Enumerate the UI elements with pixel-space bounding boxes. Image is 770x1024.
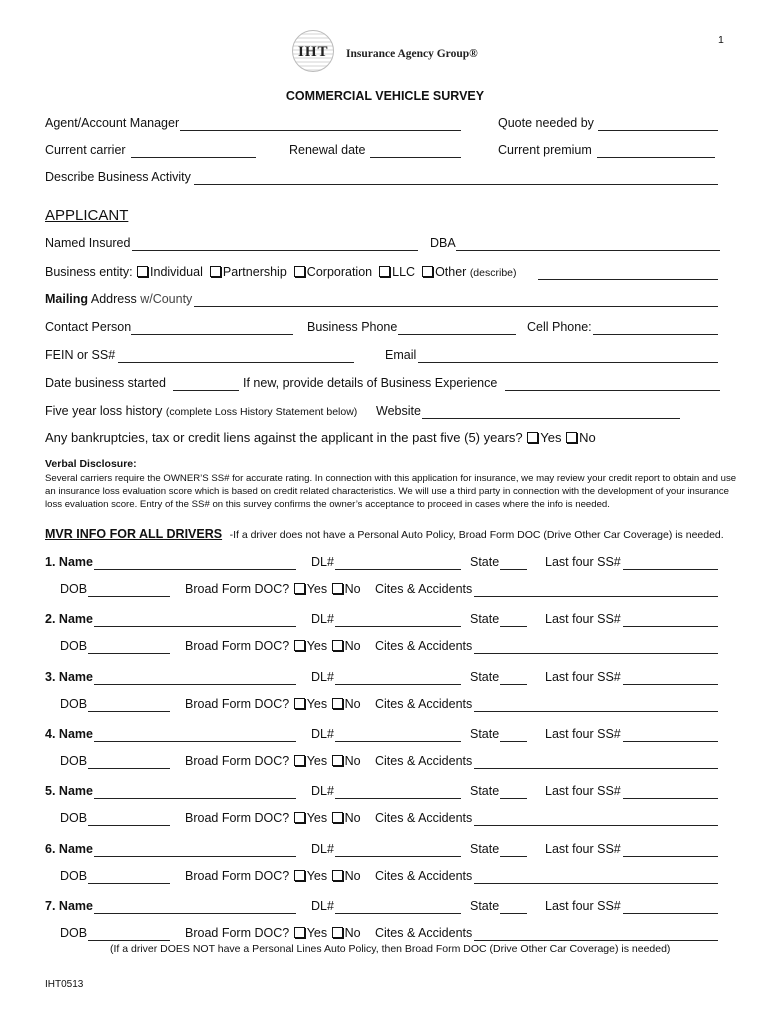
loss-history-note: (complete Loss History Statement below) <box>165 406 358 418</box>
other-checkbox[interactable] <box>422 266 433 277</box>
driver-dl-field[interactable] <box>335 741 461 742</box>
driver-state-label: State <box>470 670 500 684</box>
driver-dl-label: DL# <box>311 784 334 798</box>
driver-doc-no-checkbox[interactable] <box>332 812 343 823</box>
other-describe-note: (describe) <box>469 267 517 279</box>
mvr-heading-row <box>45 527 724 541</box>
driver-dob-label: DOB <box>60 639 88 653</box>
driver-doc-yes-checkbox[interactable] <box>294 583 305 594</box>
driver-doc-row <box>185 811 361 825</box>
driver-doc-yes-label: Yes <box>306 582 328 596</box>
driver-doc-label: Broad Form DOC? <box>185 926 290 940</box>
driver-dl-field[interactable] <box>335 913 461 914</box>
bankruptcy-yes-label: Yes <box>540 430 562 445</box>
driver-doc-no-label: No <box>344 869 361 883</box>
driver-dl-label: DL# <box>311 670 334 684</box>
driver-number-name-label: 4. Name <box>45 727 93 741</box>
driver-ss-field[interactable] <box>623 741 718 742</box>
driver-cites-label: Cites & Accidents <box>375 926 473 940</box>
driver-dl-label: DL# <box>311 727 334 741</box>
business-entity-row <box>45 265 523 279</box>
driver-dl-label: DL# <box>311 612 334 626</box>
renewal-field[interactable] <box>370 157 461 158</box>
driver-cites-field[interactable] <box>474 940 718 941</box>
driver-dob-label: DOB <box>60 582 88 596</box>
carrier-label: Current carrier <box>45 143 126 157</box>
other-describe-field[interactable] <box>538 279 718 280</box>
driver-doc-yes-checkbox[interactable] <box>294 640 305 651</box>
driver-doc-row <box>185 869 361 883</box>
mailing-address-word: Address <box>90 292 137 306</box>
driver-state-label: State <box>470 842 500 856</box>
driver-cites-field[interactable] <box>474 653 718 654</box>
driver-state-field[interactable] <box>500 856 527 857</box>
driver-doc-yes-label: Yes <box>306 869 328 883</box>
driver-number-name-label: 7. Name <box>45 899 93 913</box>
date-started-label: Date business started <box>45 376 166 390</box>
driver-dl-label: DL# <box>311 555 334 569</box>
other-option-label: Other <box>435 265 467 279</box>
driver-cites-label: Cites & Accidents <box>375 811 473 825</box>
agent-field[interactable] <box>180 130 461 131</box>
driver-state-field[interactable] <box>500 913 527 914</box>
driver-ss-label: Last four SS# <box>545 899 621 913</box>
mailing-address-label <box>45 292 192 306</box>
driver-cites-label: Cites & Accidents <box>375 639 473 653</box>
driver-cites-field[interactable] <box>474 711 718 712</box>
cell-phone-label: Cell Phone: <box>527 320 592 334</box>
driver-doc-no-checkbox[interactable] <box>332 755 343 766</box>
email-label: Email <box>385 348 417 362</box>
driver-dl-label: DL# <box>311 899 334 913</box>
disclosure-line-2: an insurance loss evaluation score which is based on credit related characteristics. We will use a third party in connection with the development of your insurance <box>45 486 729 497</box>
driver-state-field[interactable] <box>500 684 527 685</box>
corporation-checkbox[interactable] <box>294 266 305 277</box>
driver-dob-field[interactable] <box>88 768 170 769</box>
driver-state-field[interactable] <box>500 569 527 570</box>
driver-dl-field[interactable] <box>335 569 461 570</box>
applicant-heading: APPLICANT <box>45 207 129 224</box>
date-started-field[interactable] <box>173 390 239 391</box>
driver-number-name-label: 1. Name <box>45 555 93 569</box>
mvr-footer-note: (If a driver DOES NOT have a Personal Lines Auto Policy, then Broad Form DOC (Drive Other Car Coverage) is needed) <box>110 943 671 955</box>
driver-doc-no-label: No <box>344 811 361 825</box>
driver-doc-yes-label: Yes <box>306 811 328 825</box>
contact-person-field[interactable] <box>131 334 293 335</box>
driver-doc-no-checkbox[interactable] <box>332 640 343 651</box>
new-business-label: If new, provide details of Business Experience <box>243 376 498 390</box>
partnership-option-label: Partnership <box>222 265 287 279</box>
driver-doc-row <box>185 582 361 596</box>
loss-history-label <box>45 404 357 418</box>
individual-checkbox[interactable] <box>137 266 148 277</box>
driver-name-field[interactable] <box>94 741 296 742</box>
driver-doc-label: Broad Form DOC? <box>185 639 290 653</box>
named-insured-field[interactable] <box>132 250 418 251</box>
business-phone-label: Business Phone <box>307 320 398 334</box>
bankruptcy-no-label: No <box>579 430 596 445</box>
bankruptcy-row <box>45 430 596 445</box>
driver-cites-label: Cites & Accidents <box>375 754 473 768</box>
driver-doc-row <box>185 926 361 940</box>
driver-name-field[interactable] <box>94 684 296 685</box>
premium-field[interactable] <box>597 157 715 158</box>
driver-doc-label: Broad Form DOC? <box>185 697 290 711</box>
website-field[interactable] <box>422 418 680 419</box>
driver-state-field[interactable] <box>500 626 527 627</box>
driver-doc-no-checkbox[interactable] <box>332 927 343 938</box>
llc-option-label: LLC <box>392 265 416 279</box>
driver-state-label: State <box>470 784 500 798</box>
driver-name-field[interactable] <box>94 626 296 627</box>
driver-doc-yes-checkbox[interactable] <box>294 927 305 938</box>
driver-doc-yes-checkbox[interactable] <box>294 812 305 823</box>
driver-doc-label: Broad Form DOC? <box>185 582 290 596</box>
driver-doc-no-checkbox[interactable] <box>332 583 343 594</box>
driver-doc-no-label: No <box>344 639 361 653</box>
mvr-note: -If a driver does not have a Personal Auto Policy, Broad Form DOC (Drive Other Car Coverage) is needed. <box>229 529 724 541</box>
carrier-field[interactable] <box>131 157 256 158</box>
email-field[interactable] <box>418 362 718 363</box>
driver-dob-label: DOB <box>60 926 88 940</box>
driver-ss-field[interactable] <box>623 684 718 685</box>
driver-dl-label: DL# <box>311 842 334 856</box>
contact-person-label: Contact Person <box>45 320 132 334</box>
individual-option-label: Individual <box>150 265 203 279</box>
disclosure-line-1: Several carriers require the OWNER’S SS# for accurate rating. In connection with this application for insurance, we may review your credit report to obtain and use <box>45 473 737 484</box>
disclosure-line-3: loss evaluation score. Entry of the SS# on this survey confirms the owner’s acceptance to proceed in cases where the info is needed. <box>45 499 610 510</box>
driver-doc-yes-label: Yes <box>306 697 328 711</box>
fein-field[interactable] <box>118 362 354 363</box>
driver-dob-field[interactable] <box>88 653 170 654</box>
driver-doc-yes-label: Yes <box>306 926 328 940</box>
loss-history-text: Five year loss history <box>45 404 163 418</box>
driver-cites-label: Cites & Accidents <box>375 697 473 711</box>
driver-ss-label: Last four SS# <box>545 670 621 684</box>
driver-doc-label: Broad Form DOC? <box>185 754 290 768</box>
corporation-option-label: Corporation <box>306 265 373 279</box>
driver-state-label: State <box>470 899 500 913</box>
driver-number-name-label: 6. Name <box>45 842 93 856</box>
website-label: Website <box>376 404 421 418</box>
driver-dob-field[interactable] <box>88 940 170 941</box>
driver-dl-field[interactable] <box>335 684 461 685</box>
driver-doc-yes-checkbox[interactable] <box>294 870 305 881</box>
renewal-label: Renewal date <box>289 143 366 157</box>
driver-state-field[interactable] <box>500 741 527 742</box>
driver-ss-label: Last four SS# <box>545 555 621 569</box>
driver-doc-no-label: No <box>344 582 361 596</box>
driver-cites-field[interactable] <box>474 768 718 769</box>
driver-ss-field[interactable] <box>623 626 718 627</box>
quote-needed-field[interactable] <box>598 130 718 131</box>
driver-ss-label: Last four SS# <box>545 842 621 856</box>
driver-dl-field[interactable] <box>335 856 461 857</box>
driver-doc-yes-checkbox[interactable] <box>294 755 305 766</box>
driver-name-field[interactable] <box>94 569 296 570</box>
driver-doc-yes-label: Yes <box>306 754 328 768</box>
driver-doc-no-label: No <box>344 697 361 711</box>
premium-label: Current premium <box>498 143 592 157</box>
driver-doc-no-checkbox[interactable] <box>332 698 343 709</box>
driver-dl-field[interactable] <box>335 626 461 627</box>
fein-label: FEIN or SS# <box>45 348 116 362</box>
driver-ss-label: Last four SS# <box>545 784 621 798</box>
llc-checkbox[interactable] <box>379 266 390 277</box>
driver-state-field[interactable] <box>500 798 527 799</box>
driver-number-name-label: 3. Name <box>45 670 93 684</box>
driver-dob-field[interactable] <box>88 711 170 712</box>
dba-label: DBA <box>430 236 456 250</box>
driver-number-name-label: 5. Name <box>45 784 93 798</box>
driver-cites-field[interactable] <box>474 883 718 884</box>
driver-cites-label: Cites & Accidents <box>375 582 473 596</box>
mailing-address-field[interactable] <box>194 306 718 307</box>
driver-dob-field[interactable] <box>88 883 170 884</box>
mailing-bold: Mailing <box>45 292 89 306</box>
page-title: COMMERCIAL VEHICLE SURVEY <box>285 89 485 103</box>
driver-doc-label: Broad Form DOC? <box>185 811 290 825</box>
partnership-checkbox[interactable] <box>210 266 221 277</box>
driver-state-label: State <box>470 727 500 741</box>
driver-state-label: State <box>470 555 500 569</box>
driver-state-label: State <box>470 612 500 626</box>
bankruptcy-yes-checkbox[interactable] <box>527 432 538 443</box>
disclosure-heading: Verbal Disclosure: <box>45 458 137 470</box>
driver-number-name-label: 2. Name <box>45 612 93 626</box>
quote-needed-label: Quote needed by <box>498 116 594 130</box>
driver-dob-field[interactable] <box>88 825 170 826</box>
business-activity-field[interactable] <box>194 184 718 185</box>
driver-dob-label: DOB <box>60 697 88 711</box>
driver-doc-label: Broad Form DOC? <box>185 869 290 883</box>
driver-ss-field[interactable] <box>623 569 718 570</box>
cell-phone-field[interactable] <box>593 334 718 335</box>
driver-name-field[interactable] <box>94 856 296 857</box>
driver-cites-label: Cites & Accidents <box>375 869 473 883</box>
page-number: 1 <box>718 34 724 46</box>
driver-doc-yes-label: Yes <box>306 639 328 653</box>
mailing-county-suffix: w/County <box>140 292 193 306</box>
driver-ss-field[interactable] <box>623 856 718 857</box>
driver-doc-no-checkbox[interactable] <box>332 870 343 881</box>
driver-ss-field[interactable] <box>623 798 718 799</box>
named-insured-label: Named Insured <box>45 236 131 250</box>
form-code: IHT0513 <box>45 979 84 990</box>
driver-doc-no-label: No <box>344 754 361 768</box>
bankruptcy-question: Any bankruptcies, tax or credit liens against the applicant in the past five (5) years? <box>45 430 523 445</box>
driver-dob-label: DOB <box>60 869 88 883</box>
driver-doc-row <box>185 697 361 711</box>
business-experience-field[interactable] <box>505 390 720 391</box>
driver-dob-label: DOB <box>60 754 88 768</box>
driver-name-field[interactable] <box>94 913 296 914</box>
driver-doc-row <box>185 754 361 768</box>
mvr-heading: MVR INFO FOR ALL DRIVERS <box>45 527 223 541</box>
logo-letters: IHT <box>298 44 329 60</box>
business-phone-field[interactable] <box>398 334 516 335</box>
agent-label: Agent/Account Manager <box>45 116 180 130</box>
driver-cites-field[interactable] <box>474 825 718 826</box>
driver-dob-field[interactable] <box>88 596 170 597</box>
driver-doc-no-label: No <box>344 926 361 940</box>
driver-ss-field[interactable] <box>623 913 718 914</box>
driver-ss-label: Last four SS# <box>545 727 621 741</box>
business-entity-label: Business entity: <box>45 265 133 279</box>
driver-name-field[interactable] <box>94 798 296 799</box>
driver-dl-field[interactable] <box>335 798 461 799</box>
driver-doc-yes-checkbox[interactable] <box>294 698 305 709</box>
driver-ss-label: Last four SS# <box>545 612 621 626</box>
driver-doc-row <box>185 639 361 653</box>
driver-cites-field[interactable] <box>474 596 718 597</box>
bankruptcy-no-checkbox[interactable] <box>566 432 577 443</box>
logo-company-name: Insurance Agency Group® <box>346 48 478 60</box>
driver-dob-label: DOB <box>60 811 88 825</box>
dba-field[interactable] <box>456 250 720 251</box>
business-activity-label: Describe Business Activity <box>45 170 191 184</box>
